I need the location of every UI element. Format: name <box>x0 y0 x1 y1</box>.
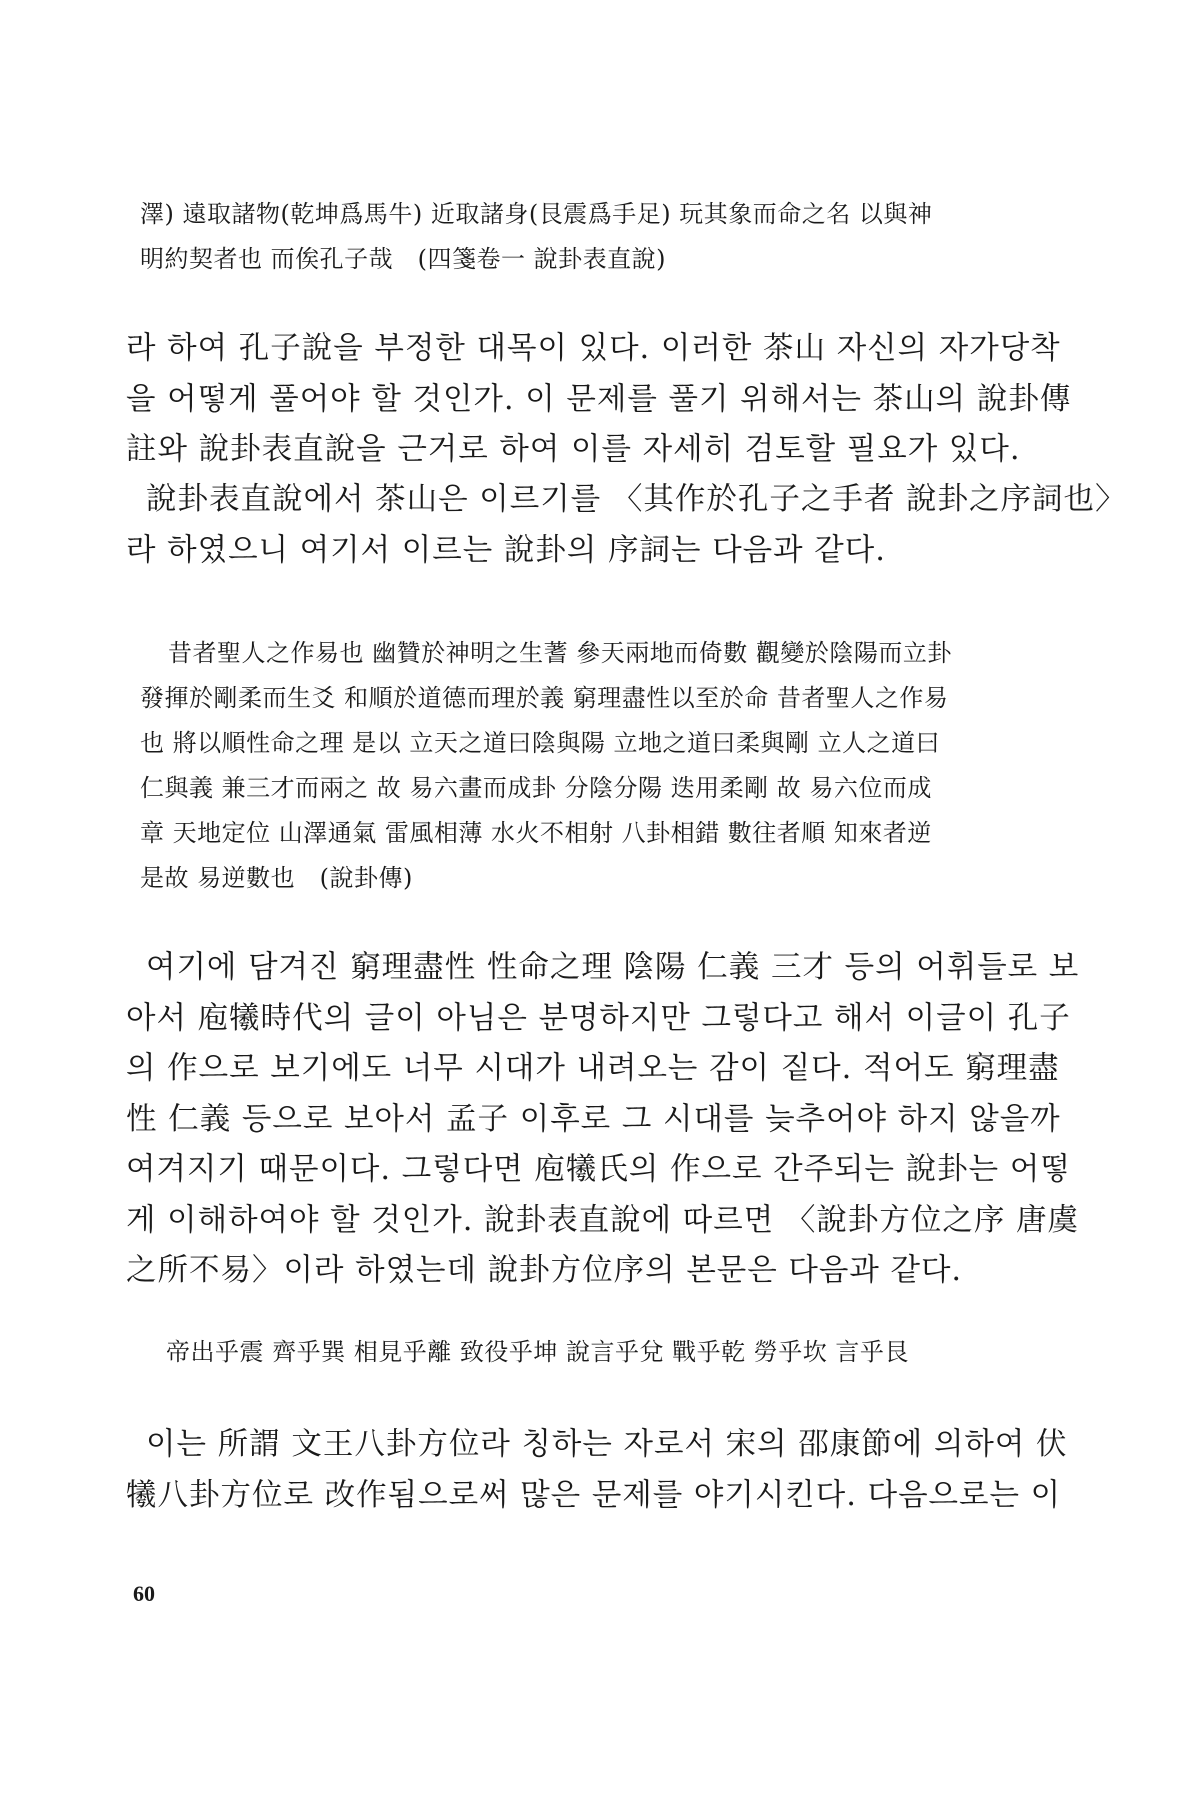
text-line: 게 이해하여야 할 것인가. 說卦表直說에 따르면 〈說卦方位之序 唐虞 <box>126 1202 1080 1238</box>
text-line: 라 하여 孔子說을 부정한 대목이 있다. 이러한 茶山 자신의 자가당착 <box>126 331 1061 366</box>
paragraph-3 <box>126 943 1080 1297</box>
text-line: 아서 庖犧時代의 글이 아님은 분명하지만 그렇다고 해서 이글이 孔子 <box>126 1000 1071 1036</box>
text-line: 여겨지기 때문이다. 그렇다면 庖犧氏의 作으로 간주되는 說卦는 어떻 <box>126 1152 1071 1187</box>
text-line: 여기에 담겨진 窮理盡性 性命之理 陰陽 仁義 三才 등의 어휘들로 보 <box>146 950 1080 985</box>
quote-line: 昔者聖人之作易也 幽贊於神明之生蓍 參天兩地而倚數 觀變於陰陽而立卦 <box>168 639 952 667</box>
text-line: 라 하였으니 여기서 이르는 說卦의 序詞는 다음과 같다. <box>126 532 886 568</box>
quote-line: 是故 易逆數也 (說卦傳) <box>140 864 413 892</box>
text-line: 의 作으로 보기에도 너무 시대가 내려오는 감이 짙다. 적어도 窮理盡 <box>126 1051 1060 1086</box>
paragraph-4 <box>126 1420 1068 1521</box>
text-line: 性 仁義 등으로 보아서 孟子 이후로 그 시대를 늦추어야 하지 않을까 <box>126 1101 1061 1137</box>
text-line: 이는 所謂 文王八卦方位라 칭하는 자로서 宋의 邵康節에 의하여 伏 <box>146 1427 1068 1462</box>
quote-block-3 <box>166 1330 1066 1375</box>
quote-block-1 <box>140 192 1040 282</box>
quote-block-2 <box>140 631 1040 901</box>
text-line: 註와 說卦表直說을 근거로 하여 이를 자세히 검토할 필요가 있다. <box>126 432 1021 467</box>
quote-line: 章 天地定位 山澤通氣 雷風相薄 水火不相射 八卦相錯 數往者順 知來者逆 <box>140 819 932 847</box>
quote-line: 明約契者也 而俟孔子哉 (四箋卷一 說卦表直說) <box>140 245 666 273</box>
text-line: 說卦表直說에서 茶山은 이르기를 〈其作於孔子之手者 說卦之序詞也〉 <box>146 482 1127 517</box>
quote-line: 仁與義 兼三才而兩之 故 易六畫而成卦 分陰分陽 迭用柔剛 故 易六位而成 <box>140 774 932 802</box>
quote-line: 澤) 遠取諸物(乾坤爲馬牛) 近取諸身(艮震爲手足) 玩其象而命之名 以與神 <box>140 200 933 228</box>
quote-line: 帝出乎震 齊乎巽 相見乎離 致役乎坤 說言乎兌 戰乎乾 勞乎坎 言乎艮 <box>166 1338 909 1366</box>
text-line: 을 어떻게 풀어야 할 것인가. 이 문제를 풀기 위해서는 茶山의 說卦傳 <box>126 381 1072 417</box>
text-line: 之所不易〉이라 하였는데 說卦方位序의 본문은 다음과 같다. <box>126 1253 963 1288</box>
paragraph-2 <box>126 475 1127 576</box>
page-number: 60 <box>133 1581 155 1606</box>
quote-line: 也 將以順性命之理 是以 立天之道曰陰與陽 立地之道曰柔與剛 立人之道曰 <box>140 729 941 757</box>
text-line: 犧八卦方位로 改作됨으로써 많은 문제를 야기시킨다. 다음으로는 이 <box>126 1477 1062 1513</box>
quote-line: 發揮於剛柔而生爻 和順於道德而理於義 窮理盡性以至於命 昔者聖人之作易 <box>140 684 949 712</box>
paragraph-1 <box>126 324 1072 476</box>
